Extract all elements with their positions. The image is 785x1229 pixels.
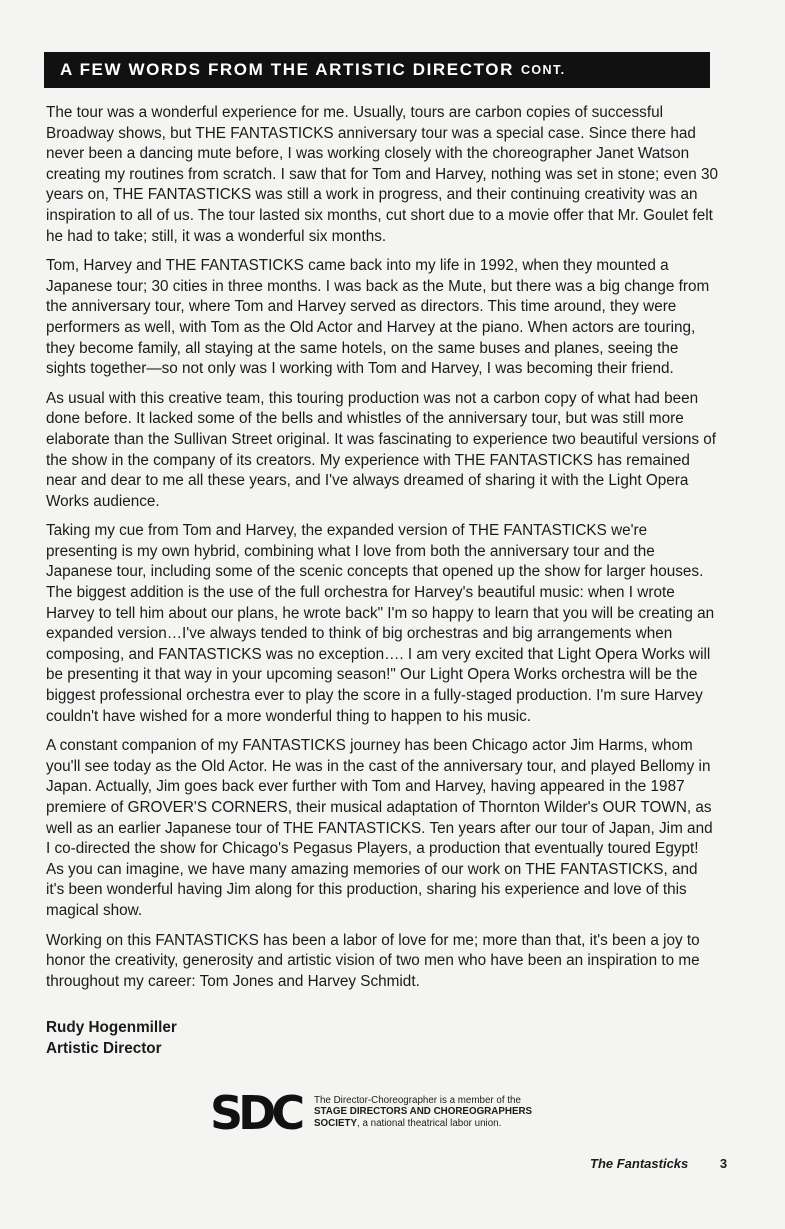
sdc-society-word: SOCIETY [314, 1117, 358, 1129]
header-suffix: CONT. [520, 63, 566, 77]
sdc-line2 [314, 1106, 574, 1118]
footer-title: The Fantasticks [590, 1156, 689, 1171]
paragraph: Taking my cue from Tom and Harvey, the expanded version of THE FANTASTICKS we're presenting is my own hybrid, combining what I love from both the anniversary tour and the Japanese tour, including some of the scenic concepts that opened up the show for larger houses. The biggest addition is the use of the full orchestra for Harvey's beautiful music: when I wrote Harvey to tell him about our plans, he wrote back" I'm so happy to learn that you will be creating an expanded version…I've always tended to think of big orchestras and big arrangements when composing, and FANTASTICKS was no exception…. I am very excited that Light Opera Works will be presenting it that way in your upcoming season!" Our Light Opera Works orchestra will be the biggest professional orchestra ever to play the score in a fully-staged production. I'm sure Harvey couldn't have wished for a more wonderful thing to happen to his music. [46, 522, 715, 725]
sdc-line1: The Director-Choreographer is a member of the [314, 1094, 521, 1106]
paragraph: As usual with this creative team, this touring production was not a carbon copy of what had been done before. It lacked some of the bells and whistles of the anniversary tour, but was still more elaborate than the Sullivan Street original. It was fascinating to experience two beautiful versions of the show in the company of its creators. My experience with THE FANTASTICKS has remained near and dear to me all these years, and I've always dreamed of sharing it with the Light Opera Works audience. [46, 389, 717, 510]
sdc-description [314, 1095, 574, 1130]
article-body [46, 103, 718, 1001]
sdc-logo-text: SDC [210, 1088, 301, 1136]
header-title: A FEW WORDS FROM THE ARTISTIC DIRECTOR [60, 60, 514, 79]
signature-block [46, 1018, 177, 1059]
sdc-society-name: STAGE DIRECTORS AND CHOREOGRAPHERS [314, 1106, 533, 1118]
paragraph: A constant companion of my FANTASTICKS journey has been Chicago actor Jim Harms, whom you'll see today as the Old Actor. He was in the cast of the anniversary tour, and played Bellomy in Japan. Actually, Jim goes back ever further with Tom and Harvey, having appeared in the 1987 premiere of GROVER'S CORNERS, their musical adaptation of Thornton Wilder's OUR TOWN, as well as an earlier Japanese tour of THE FANTASTICKS. Ten years after our tour of Japan, Jim and I co-directed the show for Chicago's Pegasus Players, a production that eventually toured Egypt! As you can imagine, we have many amazing memories of our work on THE FANTASTICKS, and it's been wonderful having Jim along for this production, sharing his experience and love of this magical show. [46, 737, 713, 919]
paragraph: Working on this FANTASTICKS has been a labor of love for me; more than that, it's been a joy to honor the creativity, generosity and artistic vision of two men who have been an inspiration to me throughout my career: Tom Jones and Harvey Schmidt. [46, 931, 700, 990]
paragraph: The tour was a wonderful experience for me. Usually, tours are carbon copies of successful Broadway shows, but THE FANTASTICKS anniversary tour was a special case. Since there had never been a dancing mute before, I was working closely with the choreographer Janet Watson creating my routines from scratch. I saw that for Tom and Harvey, nothing was set in stone; even 30 years on, THE FANTASTICKS was still a work in progress, and their continuing creativity was an inspiration to all of us. The tour lasted six months, cut short due to a movie offer that Mr. Goulet felt he had to take; still, it was a wonderful six months. [46, 104, 718, 245]
paragraph: Tom, Harvey and THE FANTASTICKS came back into my life in 1992, when they mounted a Japanese tour; 30 cities in three months. I was back as the Mute, but there was a big change from the anniversary tour, where Tom and Harvey served as directors. This time around, they were performers as well, with Tom as the Old Actor and Harvey at the piano. When actors are touring, they become family, all staying at the same hotels, on the same buses and planes, seeing the sights together—so not only was I working with Tom and Harvey, I was becoming their friend. [46, 257, 710, 378]
signature-name: Rudy Hogenmiller [46, 1019, 177, 1036]
signature-role: Artistic Director [46, 1039, 162, 1057]
sdc-notice [210, 1087, 574, 1137]
page-number: 3 [719, 1156, 728, 1171]
section-header [44, 52, 710, 88]
page-footer [590, 1156, 727, 1171]
sdc-logo [210, 1088, 306, 1136]
sdc-line3 [314, 1118, 574, 1130]
sdc-logo-graphic [210, 1088, 306, 1136]
sdc-line3-rest: , a national theatrical labor union. [357, 1117, 502, 1129]
